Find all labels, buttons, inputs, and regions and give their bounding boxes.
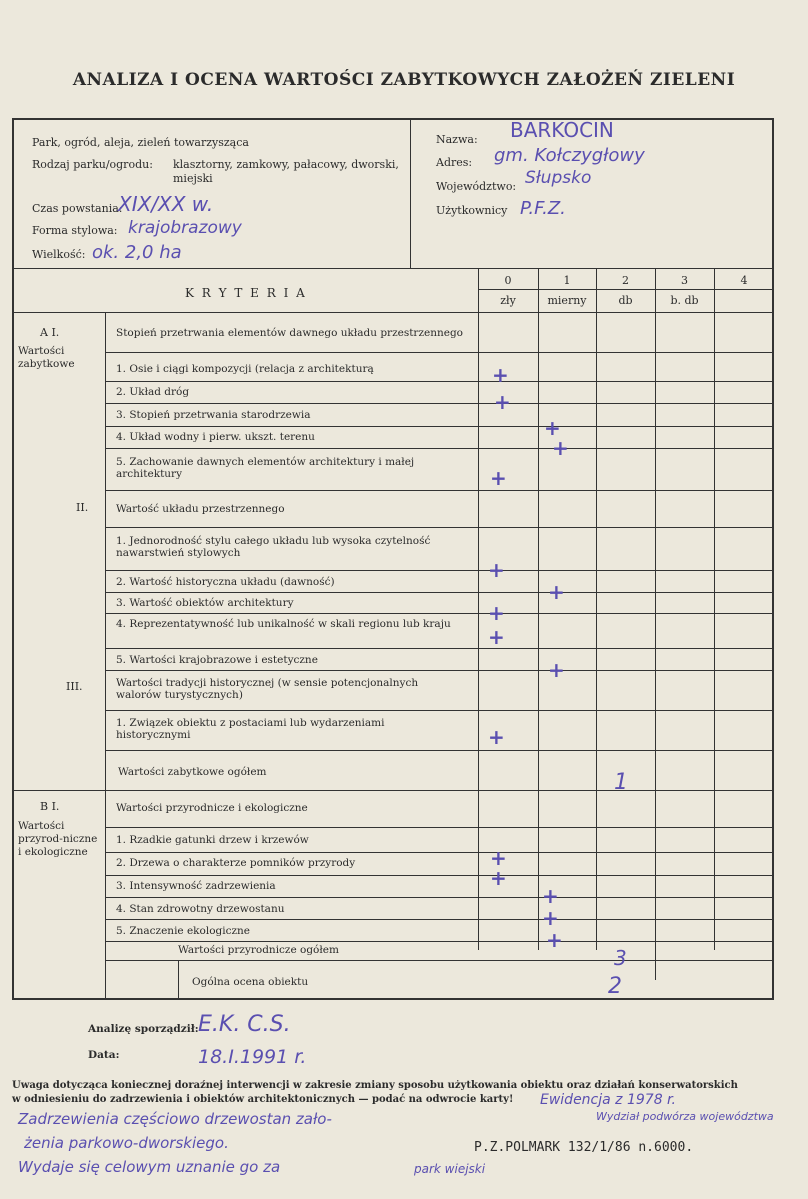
page-title: ANALIZA I OCENA WARTOŚCI ZABYTKOWYCH ZAŁOŻEŃ ZIELENI — [72, 70, 736, 90]
criterion-a1-3: 3. Stopień przetrwania starodrzewia — [116, 409, 311, 421]
ogolna-ocena-label: Ogólna ocena obiektu — [192, 976, 309, 988]
row-line — [105, 919, 774, 920]
nazwa-value: BARKOCIN — [510, 118, 614, 142]
analize-label: Analizę sporządził: — [88, 1023, 199, 1035]
criterion-a1-1: 1. Osie i ciągi kompozycji (relacja z architekturą — [116, 363, 374, 375]
uwaga-note: Uwaga dotycząca koniecznej doraźnej interwencji w zakresie zmiany sposobu użytkowania obiektu oraz działań konserwatorskich — [12, 1080, 738, 1091]
mark-a2-5: + — [548, 658, 565, 682]
mark-a2-3: + — [488, 601, 505, 625]
ogolna-col-divider — [178, 960, 179, 1000]
row-line — [105, 403, 774, 404]
row-line — [105, 448, 774, 449]
handwritten-note-2: żenia parkowo-dworskiego. — [24, 1134, 229, 1152]
handwritten-note-1: Zadrzewienia częściowo drzewostan zało- — [18, 1110, 332, 1128]
section-b-code: B I. — [40, 800, 60, 813]
criterion-a2-5: 5. Wartości krajobrazowe i estetyczne — [116, 654, 318, 666]
ewidencja-note-2: Wydział podwórza województwa — [596, 1110, 774, 1123]
criterion-b1-4: 4. Stan zdrowotny drzewostanu — [116, 903, 285, 915]
group-bi-heading: Wartości przyrodnicze i ekologiczne — [116, 802, 308, 814]
wielkosc-value: ok. 2,0 ha — [92, 242, 182, 263]
row-line — [105, 490, 774, 491]
data-label: Data: — [88, 1049, 120, 1061]
criterion-a2-1: 1. Jednorodność stylu całego układu lub wysoka czytelność nawarstwień stylowych — [116, 535, 431, 559]
row-line — [105, 875, 774, 876]
row-line — [105, 613, 774, 614]
mark-b1-4: + — [542, 906, 559, 930]
uzytkownicy-label: Użytkownicy — [436, 204, 508, 217]
section-a-ii: II. — [76, 501, 89, 514]
mark-a1-1: + — [492, 363, 509, 387]
mark-a1-2: + — [494, 390, 511, 414]
group-ii-heading: Wartość układu przestrzennego — [116, 503, 285, 515]
header-divider — [12, 268, 774, 269]
criterion-a3-1: 1. Związek obiektu z postaciami lub wydarzeniami historycznymi — [116, 717, 385, 741]
wojewodztwo-value: Słupsko — [525, 168, 592, 188]
row-line — [105, 960, 774, 961]
ewidencja-note: Ewidencja z 1978 r. — [540, 1092, 676, 1108]
score-2: 2 — [622, 274, 629, 287]
forma-label: Forma stylowa: — [32, 224, 118, 237]
kryteria-divider — [12, 312, 774, 313]
uzytkownicy-value: P.F.Z. — [520, 198, 566, 219]
analize-value: E.K. C.S. — [198, 1012, 291, 1037]
mark-a1-4: + — [552, 436, 569, 460]
mark-b1-1: + — [490, 846, 507, 870]
rodzaj-label: Rodzaj parku/ogrodu: — [32, 158, 153, 171]
ogolna-ocena-value: 2 — [608, 974, 622, 999]
header-col-divider — [410, 118, 411, 268]
wielkosc-label: Wielkość: — [32, 248, 86, 261]
criterion-b1-5: 5. Znaczenie ekologiczne — [116, 925, 251, 937]
mark-b1-2: + — [490, 866, 507, 890]
czas-value: XIX/XX w. — [118, 192, 214, 216]
uwaga-note-2: w odniesieniu do zadrzewienia i obiektów architektonicznych — podać na odwrocie karty! — [12, 1094, 514, 1105]
criterion-a2-2: 2. Wartość historyczna układu (dawność) — [116, 576, 335, 588]
section-divider — [12, 790, 774, 791]
score-label-0: zły — [500, 294, 516, 307]
handwritten-note-3b: park wiejski — [414, 1162, 486, 1176]
section-a-code: A I. — [40, 326, 60, 339]
park-label: Park, ogród, aleja, zieleń towarzysząca — [32, 136, 249, 149]
score-label-1: mierny — [547, 294, 587, 307]
row-line — [105, 941, 774, 942]
mark-a2-4: + — [488, 625, 505, 649]
row-line — [105, 750, 774, 751]
criterion-a1-2: 2. Układ dróg — [116, 386, 190, 398]
wartosci-zabytkowe-value: 1 — [614, 770, 628, 795]
row-line — [105, 852, 774, 853]
kryteria-heading: K R Y T E R I A — [185, 286, 307, 300]
col-line-1 — [538, 268, 539, 950]
col-line-0 — [478, 268, 479, 950]
group-i-heading: Stopień przetrwania elementów dawnego układu przestrzennego — [116, 327, 463, 339]
criterion-a2-4: 4. Reprezentatywność lub unikalność w skali regionu lub kraju — [116, 618, 451, 630]
row-line — [105, 670, 774, 671]
col-line-4 — [714, 268, 715, 950]
wartosci-przyrodnicze-value: 3 — [614, 946, 627, 970]
score-label-2: db — [618, 294, 633, 307]
data-value: 18.I.1991 r. — [198, 1046, 307, 1068]
mark-a2-2: + — [548, 580, 565, 604]
col-line-3 — [655, 268, 656, 980]
section-a-name: Wartości zabytkowe — [18, 345, 75, 370]
section-b-name: Wartości przyrod-niczne i ekologiczne — [18, 820, 98, 858]
score-label-3: b. db — [670, 294, 699, 307]
row-line — [105, 897, 774, 898]
nazwa-label: Nazwa: — [436, 133, 478, 146]
mark-a3-1: + — [488, 725, 505, 749]
mark-a1-3: + — [544, 416, 561, 440]
row-line — [105, 527, 774, 528]
score-3: 3 — [681, 274, 688, 287]
criterion-b1-1: 1. Rzadkie gatunki drzew i krzewów — [116, 834, 309, 846]
section-a-iii: III. — [66, 680, 83, 693]
criterion-a1-4: 4. Układ wodny i pierw. ukszt. terenu — [116, 431, 315, 443]
row-line — [105, 352, 774, 353]
mark-b1-5: + — [546, 928, 563, 952]
row-line — [105, 827, 774, 828]
wartosci-zabytkowe-ogolem: Wartości zabytkowe ogółem — [118, 766, 267, 778]
row-line — [105, 592, 774, 593]
row-line — [105, 570, 774, 571]
score-0: 0 — [504, 274, 512, 287]
group-iii-heading: Wartości tradycji historycznej (w sensie potencjonalnych walorów turystycznych) — [116, 677, 419, 701]
czas-label: Czas powstania: — [32, 202, 123, 215]
mark-b1-3: + — [542, 884, 559, 908]
rodzaj-options-2: miejski — [173, 172, 213, 185]
adres-label: Adres: — [436, 156, 473, 169]
row-line — [105, 648, 774, 649]
forma-value: krajobrazowy — [128, 218, 242, 238]
wartosci-przyrodnicze-ogolem: Wartości przyrodnicze ogółem — [178, 944, 339, 956]
score-header-divider — [478, 289, 774, 290]
adres-value: gm. Kołczygłowy — [494, 145, 645, 166]
col-line-2 — [596, 268, 597, 950]
criterion-a1-5: 5. Zachowanie dawnych elementów architektury i małej architektury — [116, 456, 415, 480]
rodzaj-options: klasztorny, zamkowy, pałacowy, dworski, — [173, 158, 399, 171]
criterion-b1-3: 3. Intensywność zadrzewienia — [116, 880, 276, 892]
row-line — [105, 426, 774, 427]
handwritten-note-3: Wydaje się celowym uznanie go za — [18, 1158, 281, 1176]
criterion-b1-2: 2. Drzewa o charakterze pomników przyrody — [116, 857, 356, 869]
mark-a2-1: + — [488, 558, 505, 582]
mark-a1-5: + — [490, 466, 507, 490]
score-4: 4 — [740, 274, 748, 287]
wojewodztwo-label: Województwo: — [436, 180, 517, 193]
row-line — [105, 381, 774, 382]
printer-imprint: P.Z.POLMARK 132/1/86 n.6000. — [474, 1140, 694, 1155]
row-line — [105, 710, 774, 711]
criterion-a2-3: 3. Wartość obiektów architektury — [116, 597, 294, 609]
score-1: 1 — [563, 274, 571, 287]
